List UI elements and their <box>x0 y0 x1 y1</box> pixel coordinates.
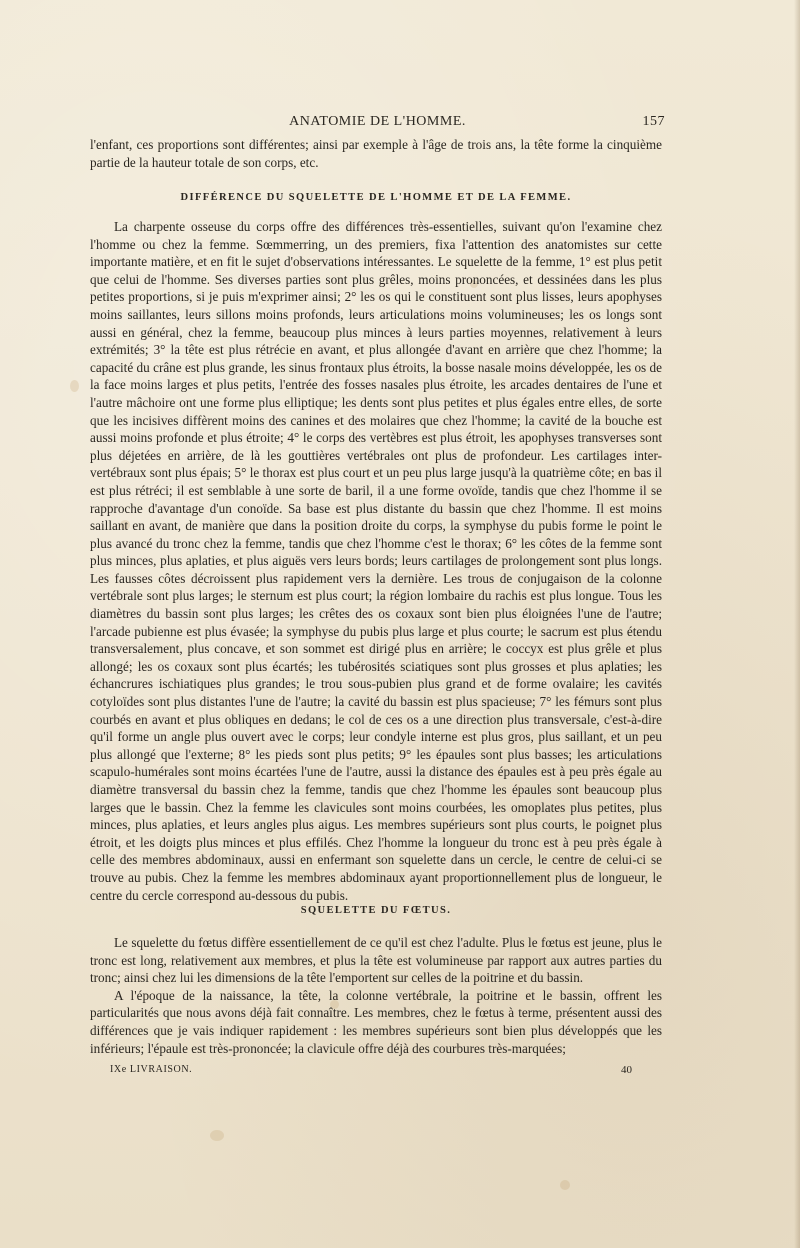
section-body-fetal-skeleton <box>90 934 662 1057</box>
section-heading-fetal-skeleton: SQUELETTE DU FŒTUS. <box>300 905 452 916</box>
body-paragraph: La charpente osseuse du corps offre des différences très-essentielles, suivant qu'on l'examine chez l'homme ou chez la femme. Sœmmerring, un des premiers, fixa l'attention des anatomistes sur cette importante matière, et en fit le sujet d'observations intéressantes. Le squelette de la femme, 1° est plus petit que celui de l'homme. Ses diverses parties sont plus grêles, moins prononcées, et dessinées dans les plus petites proportions, si je puis m'exprimer ainsi; 2° les os qui le constituent sont plus lisses, leurs apophyses moins saillantes, leurs sillons moins profonds, leurs articulations moins volumineuses; les os longs sont aussi en général, chez la femme, beaucoup plus minces à leurs parties moyennes, relativement à leurs extrémités; 3° la tête est plus rétrécie en avant, et plus allongée d'avant en arrière que chez l'homme; la capacité du crâne est plus grande, les sinus frontaux plus étroits, la bosse nasale moins développée, les os de la face moins larges et plus petits, l'entrée des fosses nasales plus étroite, les arcades dentaires de l'une et l'autre mâchoire ont une forme plus elliptique; les dents sont plus petites et plus égales entre elles, de sorte que les incisives diffèrent moins des canines et des molaires que chez l'homme; la cavité de la bouche est aussi moins profonde et plus étroite; 4° le corps des vertèbres est plus étroit, les apophyses transverses sont plus déjetées en arrière, de là les gouttières vertébrales ont plus de profondeur. Les cartilages inter-vertébraux sont plus épais; 5° le thorax est plus court et un peu plus large jusqu'à la quatrième côte; en bas il est plus rétréci; il est semblable à une sorte de baril, il a une forme ovoïde, tandis que chez l'homme il se rapproche d'avantage d'un conoïde. Sa base est plus distante du bassin que chez l'homme. Il est moins saillant en avant, de manière que dans la position droite du corps, la symphyse du pubis forme le point le plus avancé du tronc chez la femme, tandis que chez l'homme c'est le thorax; 6° les côtes de la femme sont plus minces, plus aplaties, et plus aiguës vers leurs bords; leurs cartilages de prolongement sont plus longs. Les fausses côtes décroissent plus rapidement vers la dernière. Les trous de conjugaison de la colonne vertébrale sont plus larges; le sternum est plus court; la région lombaire du rachis est plus longue. Tous les diamètres du bassin sont plus larges; les crêtes des os coxaux sont bien plus éloignées l'une de l'autre; l'arcade pubienne est plus évasée; la symphyse du pubis plus large et plus courte; le sacrum est plus étendu transversalement, plus concave, et son sommet est dirigé plus en arrière; le coccyx est plus grêle et plus allongé; les os coxaux sont plus écartés; les tubérosités sciatiques sont plus grosses et plus aplaties; les échancrures ischiatiques plus grandes; le trou sous-pubien plus grand et de forme ovalaire; les cavités cotyloïdes sont plus distantes l'une de l'autre; la cavité du bassin est plus spacieuse; 7° les fémurs sont plus courbés en avant et plus obliques en dedans; le col de ces os a une direction plus transversale, c'est-à-dire qu'il forme un angle plus ouvert avec le corps; leur condyle interne est plus gros, plus saillant, et un peu plus allongé que l'externe; 8° les pieds sont plus petits; 9° les épaules sont plus basses; les articulations scapulo-humérales sont moins écartées l'une de l'autre, aussi la distance des épaules est à peu près égale au diamètre transversal du bassin chez la femme, tandis que chez l'homme les épaules sont beaucoup plus larges que le bassin. Chez la femme les clavicules sont moins courbées, les omoplates plus petites, plus minces, plus aplaties, et leurs angles plus aigus. Les membres supérieurs sont plus courts, le poignet plus étroit, et les doigts plus minces et plus effilés. Chez l'homme la longueur du tronc est à peu près égale à celle des membres abdominaux, aussi en enfermant son squelette dans un cercle, le centre de celui-ci se trouve au pubis. Chez la femme les membres abdominaux ayant proportionnellement plus de longueur, le centre du cercle correspond au-dessous du pubis. <box>90 219 662 903</box>
sheet-number: 40 <box>621 1064 632 1076</box>
running-head <box>90 114 665 132</box>
section-body-sexual-differences <box>90 218 662 904</box>
page-footer <box>90 1064 662 1078</box>
body-paragraph: A l'époque de la naissance, la tête, la colonne vertébrale, la poitrine et le bassin, offrent les particularités que nous avons déjà fait connaître. Les membres, chez le fœtus à terme, présentent aussi des différences que je vais indiquer rapidement : les membres supérieurs sont bien plus développés que les inférieurs; l'épaule est très-prononcée; la clavicule offre déjà des courbures très-marquées; <box>90 987 662 1056</box>
page-edge <box>794 0 800 1248</box>
page-number: 157 <box>642 114 665 129</box>
section-heading-sexual-differences: DIFFÉRENCE DU SQUELETTE DE L'HOMME ET DE LA FEMME. <box>180 192 572 203</box>
opening-paragraph: l'enfant, ces proportions sont différentes; ainsi par exemple à l'âge de trois ans, la tête forme la cinquième partie de la hauteur totale de son corps, etc. <box>90 137 662 170</box>
foxing-spot <box>210 1130 224 1141</box>
opening-text <box>90 136 662 171</box>
foxing-spot <box>70 380 79 392</box>
signature-mark: IXe LIVRAISON. <box>110 1064 193 1075</box>
foxing-spot <box>560 1180 570 1190</box>
body-paragraph: Le squelette du fœtus diffère essentiellement de ce qu'il est chez l'adulte. Plus le fœtus est jeune, plus le tronc est long, relativement aux membres, et plus la tête est volumineuse par rapport aux autres parties du tronc; ainsi chez lui les dimensions de la tête l'emportent sur celles de la poitrine et du bassin. <box>90 935 662 986</box>
running-title: ANATOMIE DE L'HOMME. <box>289 114 466 129</box>
